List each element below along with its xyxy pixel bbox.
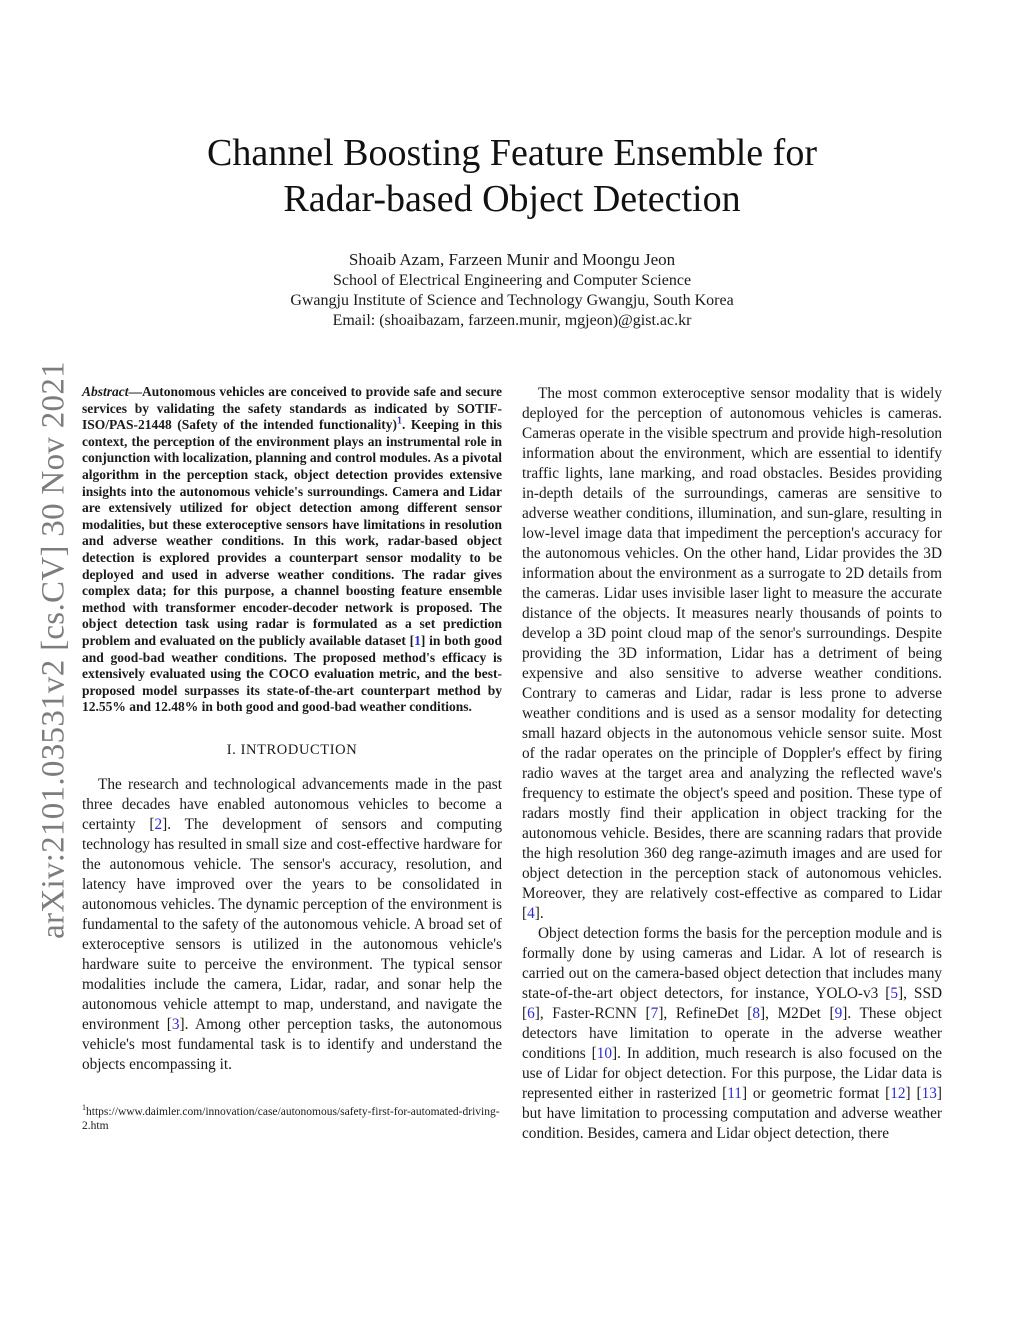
citation-link[interactable]: 4 [527,905,535,922]
paragraph-text: ] [ [905,1085,922,1102]
paragraph-text: ]. In addition, much research is also focused on the use of Lidar for object detection. For this purpose, the Lidar data is represented either in rasterized [ [522,1045,943,1102]
paragraph-text: ]. The development of sensors and computing technology has resulted in small size and cost-effective hardware for the autonomous vehicle. The sensor's accuracy, resolution, and latency have improved over the years to be consolidated in autonomous vehicles. The dynamic perception of the environment is fundamental to the safety of the autonomous vehicle. A broad set of exteroceptive sensors is utilized in the autonomous vehicle's hardware suite to perceive the environment. The typical sensor modalities include the camera, Lidar, radar, and sonar help the autonomous vehicle attempt to map, understand, and navigate the environment [ [82,815,502,1033]
citation-link[interactable]: 9 [834,1005,843,1022]
paragraph-text: The most common exteroceptive sensor modality that is widely deployed for the perception of autonomous vehicles is cameras. Cameras operate in the visible spectrum and provide high-resolution information about the environment, which are essential to identify traffic lights, lane marking, and road obstacles. Besides providing in-depth details of the surroundings, cameras are sensitive to adverse weather conditions, illumination, and sun-glare, resulting in low-level image data that impediment the perception's accuracy for the autonomous vehicles. On the other hand, Lidar provides the 3D information about the environment as a surrogate to 2D details from the cameras. Lidar uses invisible laser light to measure the accurate distance of the objects. It measures nearly thousands of points to develop a 3D point cloud map of the senor's surroundings. Despite providing the 3D information, Lidar has a detriment of being expensive and also sensitive to adverse weather conditions. Contrary to cameras and Lidar, radar is less prone to adverse weather conditions and is used as a sensor modality for detecting small hazard objects in the autonomous vehicle sensor suite. Most of the radar operates on the principle of Doppler's effect by firing radio waves at the target area and analyzing the reflected wave's frequency to estimate the object's speed and position. These type of radars mostly find their application in object tracking for the autonomous vehicle. Besides, there are scanning radars that provide the high resolution 360 deg range-azimuth images and are used for object detection in the perception stack of autonomous vehicles. Moreover, they are relatively cost-effective as compared to Lidar [ [522,385,942,922]
body-paragraph [522,924,942,1144]
citation-link[interactable]: 13 [921,1085,937,1102]
paragraph-text: ] but have limitation to processing computation and adverse weather condition. Besides, camera and Lidar object detection, there [522,1085,943,1142]
author-email: Email: (shoaibazam, farzeen.munir, mgjeon)@gist.ac.kr [332,312,692,329]
paragraph-text: ]. Among other perception tasks, the autonomous vehicle's most fundamental task is to identify and understand the objects encompassing it. [82,1015,502,1073]
body-paragraph [522,384,942,924]
author-names: Shoaib Azam, Farzeen Munir and Moongu Jeon [348,250,676,269]
footnote-number: 1 [82,1103,86,1113]
paragraph-text: Object detection forms the basis for the perception module and is formally done by using cameras and Lidar. A lot of research is carried out on the camera-based object detection that includes many state-of-the-art object detectors, for instance, YOLO-v3 [ [522,925,942,1002]
paragraph-text: ] or geometric format [ [741,1085,891,1102]
paragraph-text: The research and technological advancements made in the past three decades have enabled autonomous vehicles to become a certainty [ [82,775,502,833]
right-column [522,384,942,1144]
footnote-url[interactable]: https://www.daimler.com/innovation/case/autonomous/safety-first-for-automated-driving-2.htm [82,1105,500,1132]
footnote [82,1105,502,1133]
citation-link[interactable]: 7 [650,1005,659,1022]
citation-link[interactable]: 12 [890,1085,906,1102]
paragraph-text: ], SSD [ [522,985,942,1022]
paper-title [0,130,1024,222]
footnote-ref[interactable]: 1 [397,415,402,427]
abstract-text: Autonomous vehicles are conceived to provide safe and secure services by validating the safety standards as indicated by SOTIF-ISO/PAS-21448 (Safety of the intended functionality) [82,384,502,433]
citation-link[interactable]: 8 [752,1005,761,1022]
paragraph-text: ]. [534,905,544,922]
intro-paragraph [82,775,502,1075]
arxiv-identifier: arXiv:2101.03531v2 [cs.CV] 30 Nov 2021 [35,361,72,939]
paragraph-text: ], RefineDet [ [658,1005,753,1022]
citation-link[interactable]: 11 [727,1085,742,1102]
citation-link[interactable]: 1 [414,632,421,648]
citation-link[interactable]: 10 [596,1045,613,1062]
author-department: School of Electrical Engineering and Computer Science [332,272,692,289]
author-institute: Gwangju Institute of Science and Technology Gwangju, South Korea [290,292,734,309]
left-column [82,384,502,1133]
citation-link[interactable]: 3 [171,1015,180,1033]
abstract-dash: — [128,384,143,399]
abstract-text: . Keeping in this context, the perception of the environment plays an instrumental role in conjunction with localization, planning and control modules. As a pivotal algorithm in the perception stack, object detection provides extensive insights into the autonomous vehicle's surroundings. Camera and Lidar are extensively utilized for object detection among different sensor modalities, but these exteroceptive sensors have limitations in resolution and adverse weather conditions. In this work, radar-based object detection is explored provides a counterpart sensor modality to be deployed and used in adverse weather conditions. The radar gives complex data; for this purpose, a channel boosting feature ensemble method with transformer encoder-decoder network is proposed. The object detection task using radar is formulated as a set prediction problem and evaluated on the publicly available dataset [ [82,417,502,648]
section-heading: I. INTRODUCTION [226,741,358,758]
citation-link[interactable]: 5 [890,985,899,1002]
abstract [82,384,502,716]
paragraph-text: ], M2Det [ [760,1005,835,1022]
author-block [0,250,1024,331]
abstract-label: Abstract [82,384,129,399]
paragraph-text: ], Faster-RCNN [ [534,1005,651,1022]
title-line-2: Radar-based Object Detection [283,178,741,220]
citation-link[interactable]: 2 [154,815,163,833]
title-line-1: Channel Boosting Feature Ensemble for [207,132,817,174]
citation-link[interactable]: 6 [527,1005,535,1022]
paragraph-text: ]. These object detectors have limitation to operate in the adverse weather conditions [ [522,1005,942,1062]
abstract-text: ] in both good and good-bad weather conditions. The proposed method's efficacy is extensively evaluated using the COCO evaluation metric, and the best-proposed model surpasses its state-of-the-art counterpart method by 12.55% and 12.48% in both good and good-bad weather conditions. [82,632,502,715]
